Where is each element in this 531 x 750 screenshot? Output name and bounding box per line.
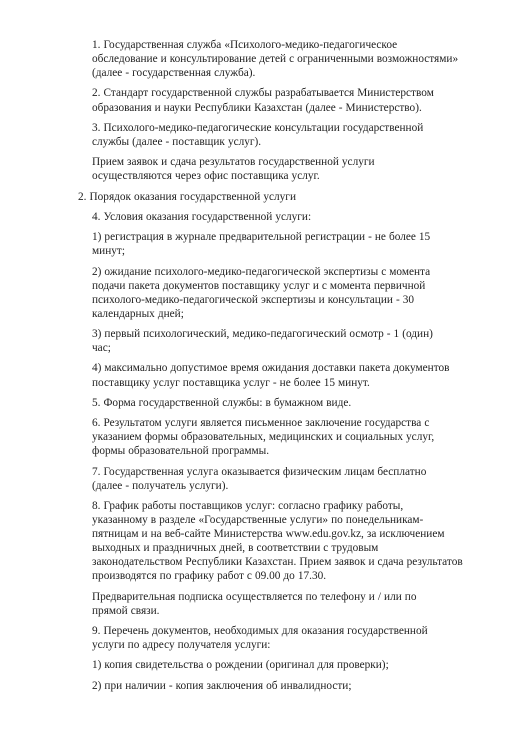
- text-line: 2) при наличии - копия заключения об инвалидности;: [92, 679, 352, 692]
- text-line: Прием заявок и сдача результатов государственной услуги: [92, 156, 375, 169]
- text-line: 6. Результатом услуги является письменное заключение государства с: [92, 417, 430, 430]
- text-line: подачи пакета документов поставщику услуг и с момента первичной: [92, 279, 426, 292]
- paragraph: [78, 396, 491, 410]
- paragraph: [78, 190, 491, 204]
- text-line: осуществляются через офис поставщика услуг.: [92, 170, 320, 183]
- text-line: 1) копия свидетельства о рождении (оригинал для проверки);: [92, 659, 389, 672]
- text-line: пятницам и на веб-сайте Министерства www.edu.gov.kz, за исключением: [92, 528, 445, 541]
- text-line: 8. График работы поставщиков услуг: согласно графику работы,: [92, 499, 404, 512]
- text-line: формы образовательной программы.: [92, 445, 270, 458]
- text-line: прямой связи.: [92, 604, 160, 617]
- text-line: Предварительная подписка осуществляется по телефону и / или по: [92, 590, 417, 603]
- text-line: 2. Стандарт государственной службы разрабатывается Министерством: [92, 87, 434, 100]
- text-line: 7. Государственная услуга оказывается физическим лицам бесплатно: [92, 465, 427, 478]
- paragraph: [78, 86, 491, 114]
- text-line: 5. Форма государственной службы: в бумажном виде.: [92, 396, 352, 409]
- paragraph: [78, 361, 491, 389]
- text-line: поставщику услуг поставщика услуг - не более 15 минут.: [92, 376, 370, 389]
- paragraph: [78, 210, 491, 224]
- text-line: 1. Государственная служба «Психолого-медико-педагогическое: [92, 39, 398, 51]
- paragraph: [78, 155, 491, 183]
- text-line: (далее - получатель услуги).: [92, 479, 229, 492]
- text-line: минут;: [92, 245, 125, 258]
- text-line: службы (далее - поставщик услуг).: [92, 135, 262, 148]
- text-line: 9. Перечень документов, необходимых для оказания государственной: [92, 625, 428, 638]
- text-line: обследование и консультирование детей с ограниченными возможностями»: [92, 53, 459, 66]
- text-line: час;: [92, 342, 111, 355]
- text-line: 4) максимально допустимое время ожидания доставки пакета документов: [92, 362, 450, 375]
- text-line: указанному в разделе «Государственные услуги» по понедельникам-: [92, 514, 424, 527]
- text-line: услуги по адресу получателя услуги:: [92, 639, 271, 652]
- text-line: законодательством Республики Казахстан. Прием заявок и сдача результатов: [92, 556, 463, 569]
- paragraph: [78, 624, 491, 652]
- text-line: указанием формы образовательных, медицинских и социальных услуг,: [92, 431, 435, 444]
- text-line: 4. Условия оказания государственной услуги:: [92, 210, 312, 223]
- text-line: образования и науки Республики Казахстан (далее - Министерство).: [92, 101, 422, 114]
- text-line: психолого-медико-педагогической экспертизы и консультации - 30: [92, 293, 415, 306]
- text-line: 2) ожидание психолого-медико-педагогической экспертизы с момента: [92, 265, 431, 278]
- text-line: 3. Психолого-медико-педагогические консультации государственной: [92, 121, 424, 134]
- paragraph: [78, 658, 491, 672]
- paragraph: [78, 679, 491, 693]
- paragraph: [78, 327, 491, 355]
- paragraph: [78, 121, 491, 149]
- text-line: 2. Порядок оказания государственной услуги: [78, 190, 296, 203]
- text-line: выходных и праздничных дней, в соответствии с трудовым: [92, 542, 379, 555]
- text-line: 1) регистрация в журнале предварительной регистрации - не более 15: [92, 231, 431, 244]
- text-line: (далее - государственная служба).: [92, 67, 256, 80]
- paragraph: [78, 265, 491, 321]
- text-line: производятся по графику работ с 09.00 до 17.30.: [92, 570, 327, 583]
- text-line: 3) первый психологический, медико-педагогический осмотр - 1 (один): [92, 328, 433, 341]
- paragraph: [78, 416, 491, 458]
- paragraph: [78, 38, 491, 80]
- text-line: календарных дней;: [92, 307, 184, 320]
- paragraph: [78, 230, 491, 258]
- paragraph: [78, 590, 491, 618]
- paragraph: [78, 499, 491, 584]
- paragraph: [78, 465, 491, 493]
